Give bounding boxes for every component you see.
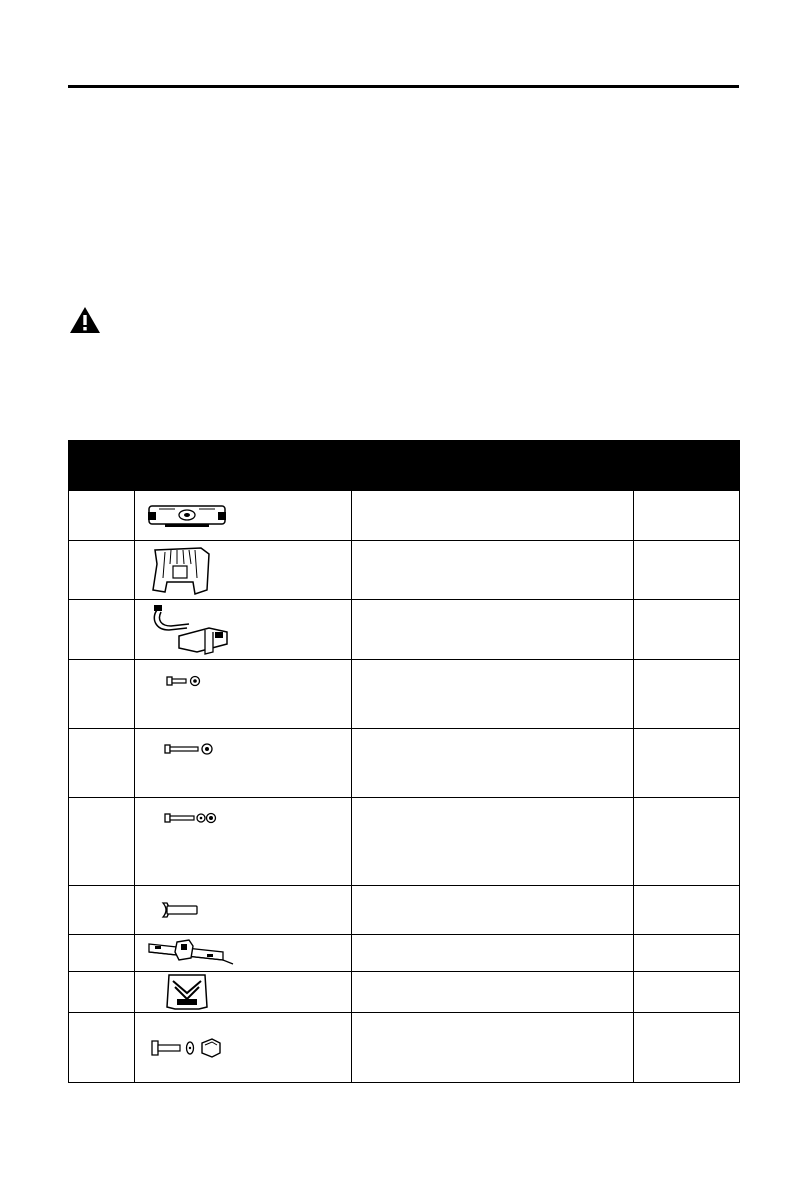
part-image-cell xyxy=(135,729,352,798)
header-cell xyxy=(69,441,135,491)
blade-mount-bracket-icon xyxy=(147,503,227,529)
part-quantity-cell xyxy=(634,935,740,972)
part-description-cell xyxy=(352,660,634,729)
part-quantity-cell xyxy=(634,600,740,660)
header-cell xyxy=(352,441,634,491)
part-description-cell xyxy=(352,600,634,660)
part-description-cell xyxy=(352,491,634,541)
table-row xyxy=(69,491,740,541)
part-image-cell xyxy=(135,935,352,972)
header-cell xyxy=(135,441,352,491)
long-bolt-washer-nut-icon xyxy=(163,810,243,826)
table-row xyxy=(69,541,740,600)
part-image-cell xyxy=(135,660,352,729)
part-letter-cell xyxy=(69,798,135,886)
table-row xyxy=(69,886,740,935)
part-letter-cell xyxy=(69,972,135,1013)
parts-table xyxy=(68,440,740,1083)
part-quantity-cell xyxy=(634,491,740,541)
part-image-cell xyxy=(135,541,352,600)
part-quantity-cell xyxy=(634,660,740,729)
table-header-row xyxy=(69,441,740,491)
part-description-cell xyxy=(352,798,634,886)
part-description-cell xyxy=(352,729,634,798)
rail-clamp-icon xyxy=(147,938,237,968)
part-quantity-cell xyxy=(634,798,740,886)
part-image-cell xyxy=(135,886,352,935)
medium-bolt-and-nut-icon xyxy=(163,741,243,757)
part-description-cell xyxy=(352,1013,634,1083)
warning-triangle-icon xyxy=(69,306,101,334)
table-row xyxy=(69,798,740,886)
header-cell xyxy=(634,441,740,491)
part-quantity-cell xyxy=(634,972,740,1013)
part-quantity-cell xyxy=(634,541,740,600)
part-quantity-cell xyxy=(634,1013,740,1083)
part-letter-cell xyxy=(69,935,135,972)
part-quantity-cell xyxy=(634,886,740,935)
table-row xyxy=(69,660,740,729)
part-quantity-cell xyxy=(634,729,740,798)
part-image-cell xyxy=(135,1013,352,1083)
part-image-cell xyxy=(135,491,352,541)
table-row xyxy=(69,1013,740,1083)
top-rule xyxy=(68,85,739,88)
part-image-cell xyxy=(135,972,352,1013)
part-letter-cell xyxy=(69,541,135,600)
part-letter-cell xyxy=(69,660,135,729)
part-description-cell xyxy=(352,935,634,972)
part-image-cell xyxy=(135,600,352,660)
part-letter-cell xyxy=(69,600,135,660)
part-letter-cell xyxy=(69,491,135,541)
pin-icon xyxy=(159,901,239,919)
table-row xyxy=(69,729,740,798)
part-letter-cell xyxy=(69,886,135,935)
part-image-cell xyxy=(135,798,352,886)
carriage-bolt-washer-knob-icon xyxy=(150,1037,240,1059)
table-row xyxy=(69,935,740,972)
blade-guard-icon xyxy=(147,544,213,596)
cord-with-bracket-icon xyxy=(147,604,231,656)
table-row xyxy=(69,972,740,1013)
table-row xyxy=(69,600,740,660)
short-bolt-and-nut-icon xyxy=(165,674,245,688)
part-description-cell xyxy=(352,541,634,600)
part-description-cell xyxy=(352,886,634,935)
part-letter-cell xyxy=(69,1013,135,1083)
handle-grip-icon xyxy=(165,973,245,1011)
part-letter-cell xyxy=(69,729,135,798)
part-description-cell xyxy=(352,972,634,1013)
